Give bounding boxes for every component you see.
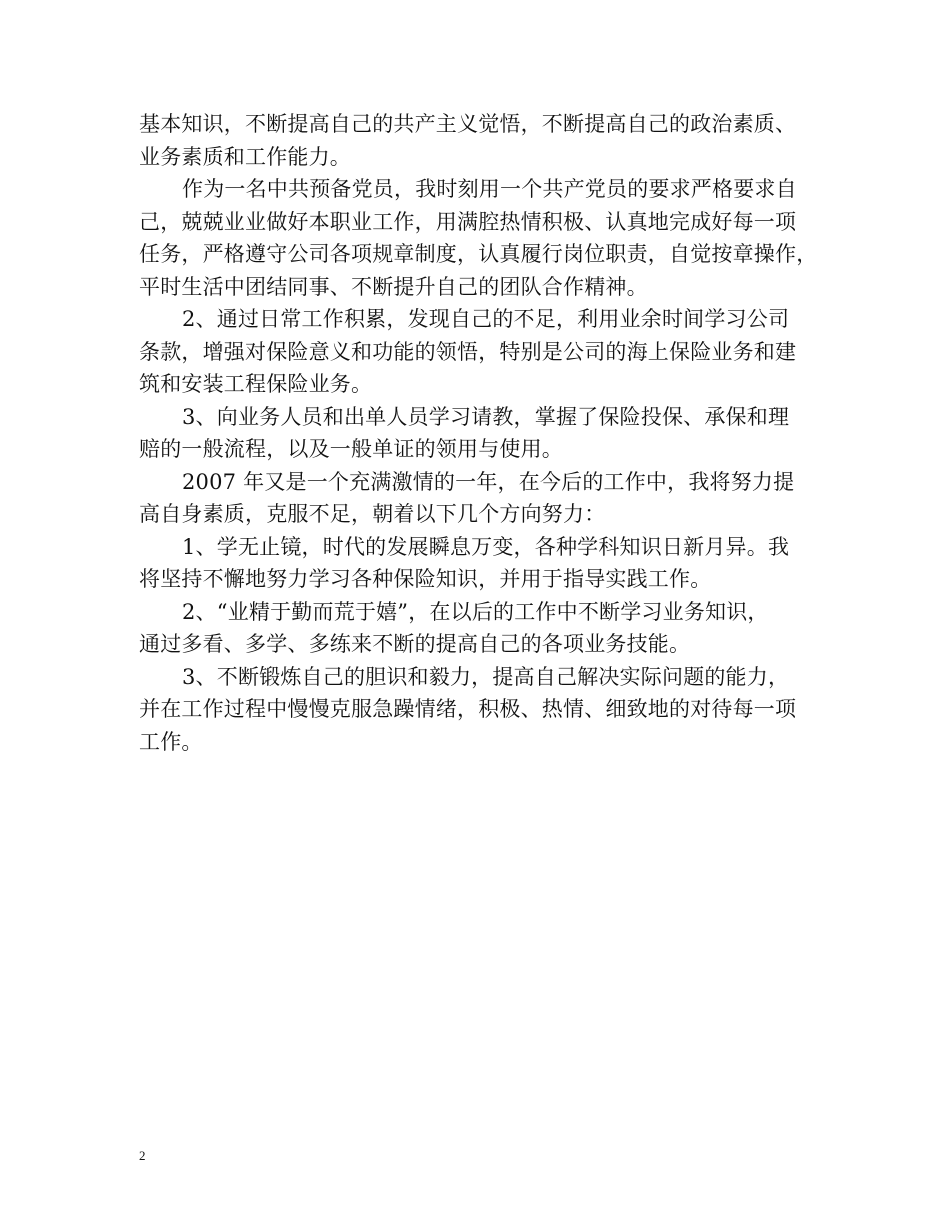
text-line: 条款，增强对保险意义和功能的领悟，特别是公司的海上保险业务和建 xyxy=(139,339,797,364)
text-line: 平时生活中团结同事、不断提升自己的团队合作精神。 xyxy=(139,274,648,299)
paragraph-start-line: 3、不断锻炼自己的胆识和毅力，提高自己解决实际问题的能力， xyxy=(182,664,790,689)
text-line: 并在工作过程中慢慢克服急躁情绪，积极、热情、细致地的对待每一项 xyxy=(139,697,797,721)
paragraph-start-line: 作为一名中共预备党员，我时刻用一个共产党员的要求严格要求自 xyxy=(182,177,797,201)
text-line: 基本知识，不断提高自己的共产主义觉悟，不断提高自己的政治素质、 xyxy=(139,112,797,136)
text-line: 己，兢兢业业做好本职业工作，用满腔热情积极、认真地完成好每一项 xyxy=(139,209,797,234)
text-line: 赔的一般流程，以及一般单证的领用与使用。 xyxy=(139,437,563,461)
text-line: 任务，严格遵守公司各项规章制度，认真履行岗位职责，自觉按章操作， xyxy=(139,242,818,266)
text-line: 将坚持不懈地努力学习各种保险知识，并用于指导实践工作。 xyxy=(139,567,712,591)
text-line: 工作。 xyxy=(139,729,203,754)
paragraph-start-line: 1、学无止镜，时代的发展瞬息万变，各种学科知识日新月异。我 xyxy=(182,534,790,559)
text-line: 通过多看、多学、多练来不断的提高自己的各项业务技能。 xyxy=(139,632,691,656)
text-line: 高自身素质，克服不足，朝着以下几个方向努力： xyxy=(139,502,606,526)
text-line: 筑和安装工程保险业务。 xyxy=(139,372,373,396)
text-line: 业务素质和工作能力。 xyxy=(139,144,351,169)
paragraph-start-line: 2、“业精于勤而荒于嬉”，在以后的工作中不断学习业务知识， xyxy=(182,599,769,624)
paragraph-start-line: 3、向业务人员和出单人员学习请教，掌握了保险投保、承保和理 xyxy=(182,404,790,429)
paragraph-start-line: 2007 年又是一个充满激情的一年，在今后的工作中，我将努力提 xyxy=(182,469,795,494)
page-number: 2 xyxy=(139,1148,146,1163)
body-text xyxy=(139,108,819,758)
paragraph-start-line: 2、通过日常工作积累，发现自己的不足，利用业余时间学习公司 xyxy=(182,307,790,331)
